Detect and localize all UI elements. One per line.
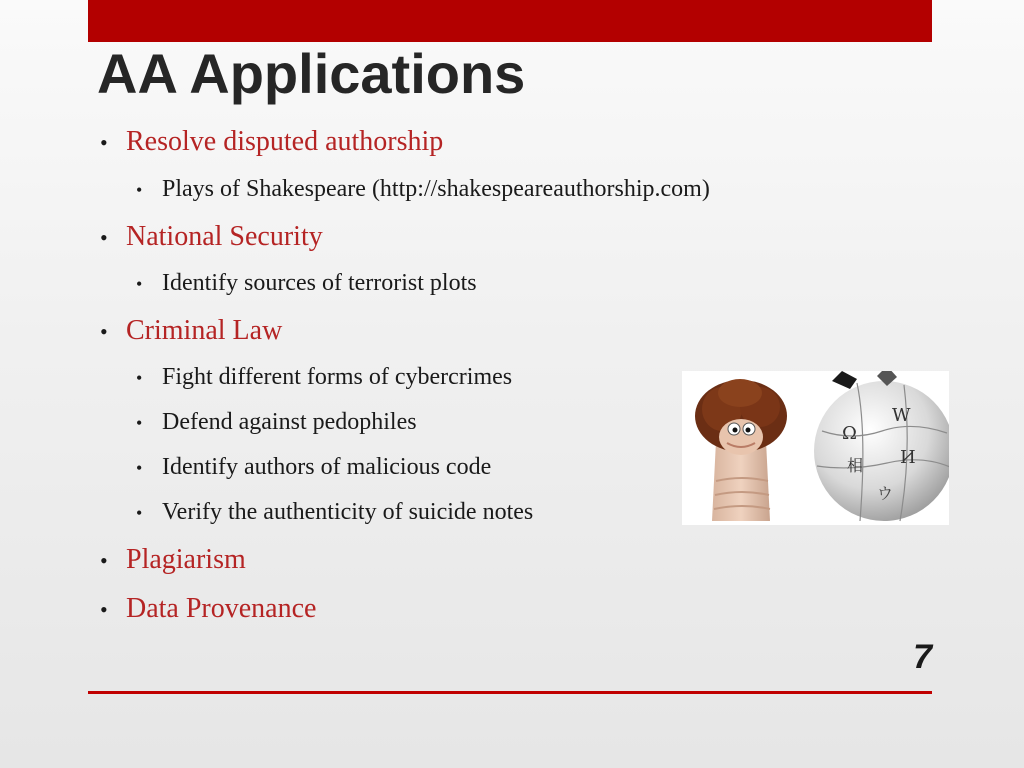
sub-bullet-malicious-code xyxy=(136,454,491,481)
globe-glyph-kanji: 相 xyxy=(847,456,864,475)
bullet-dot: • xyxy=(136,503,143,523)
bullet-dot: • xyxy=(100,548,108,573)
bullet-dot: • xyxy=(136,180,143,200)
sub-bullet-text: Fight different forms of cybercrimes xyxy=(162,364,513,390)
bullet-text: Data Provenance xyxy=(126,593,317,624)
bullet-resolve-authorship xyxy=(100,126,443,158)
sub-bullet-text: Plays of Shakespeare (http://shakespeareauthorship.com) xyxy=(162,176,710,202)
bullet-text: Resolve disputed authorship xyxy=(126,126,444,157)
bullet-dot: • xyxy=(136,413,143,433)
bullet-plagiarism xyxy=(100,544,246,576)
sock-puppet-figure xyxy=(695,379,787,521)
globe-glyph-katakana: ウ xyxy=(877,484,894,503)
bullet-dot: • xyxy=(100,597,108,622)
slide-page-number: 7 xyxy=(913,638,932,676)
bullet-dot: • xyxy=(136,458,143,478)
globe-glyph-w: W xyxy=(892,405,911,426)
bullet-criminal-law xyxy=(100,315,282,347)
sub-bullet-text: Identify sources of terrorist plots xyxy=(162,270,477,296)
bullet-dot: • xyxy=(100,319,108,344)
globe-glyph-omega: Ω xyxy=(842,423,857,444)
sub-bullet-shakespeare xyxy=(136,176,710,203)
bullet-text: Plagiarism xyxy=(126,544,246,575)
sub-bullet-text: Identify authors of malicious code xyxy=(162,454,492,480)
sub-bullet-pedophiles xyxy=(136,409,417,436)
sub-bullet-suicide-notes xyxy=(136,499,533,526)
slide-title: AA Applications xyxy=(97,42,526,105)
top-accent-bar xyxy=(88,0,932,42)
sock-puppet-wikipedia-illustration xyxy=(682,371,949,525)
wikipedia-globe-logo xyxy=(814,371,949,521)
bullet-text: National Security xyxy=(126,221,323,252)
bullet-dot: • xyxy=(136,274,143,294)
globe-glyph-i: И xyxy=(900,447,916,468)
sock-puppet-wikipedia-image xyxy=(682,371,949,525)
bottom-accent-rule xyxy=(88,691,932,694)
sub-bullet-cybercrimes xyxy=(136,364,512,391)
bullet-national-security xyxy=(100,221,323,253)
sub-bullet-terrorist-plots xyxy=(136,270,477,297)
bullet-dot: • xyxy=(100,225,108,250)
bullet-dot: • xyxy=(100,130,108,155)
bullet-text: Criminal Law xyxy=(126,315,283,346)
bullet-dot: • xyxy=(136,368,143,388)
sub-bullet-text: Defend against pedophiles xyxy=(162,409,417,435)
sub-bullet-text: Verify the authenticity of suicide notes xyxy=(162,499,534,525)
bullet-data-provenance xyxy=(100,593,316,625)
